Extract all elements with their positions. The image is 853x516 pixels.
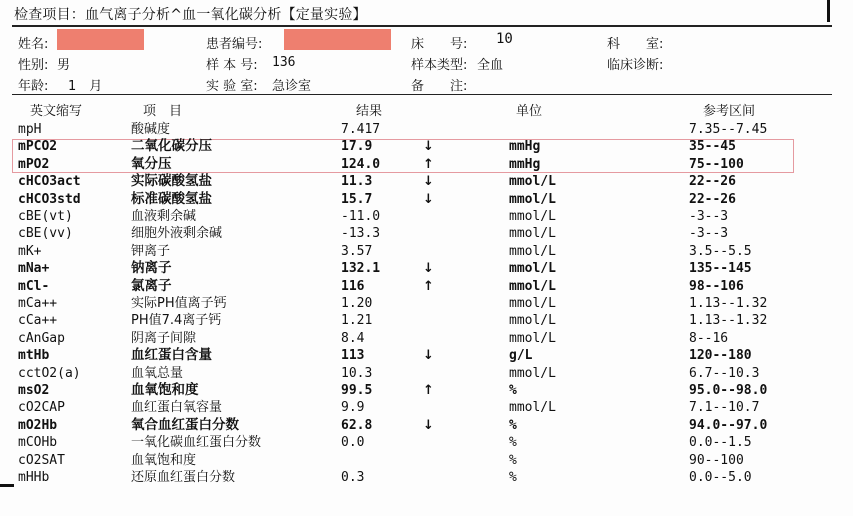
cell-name: 阴离子间隙 bbox=[131, 330, 197, 346]
table-row bbox=[0, 347, 853, 364]
dept-label: 科 室: bbox=[607, 37, 664, 52]
cell-ref: 35--45 bbox=[689, 139, 736, 155]
cell-result: 1.20 bbox=[341, 296, 373, 311]
cell-abbr: mPCO2 bbox=[18, 139, 58, 155]
cell-abbr: cHCO3act bbox=[18, 174, 81, 190]
sample-no-value: 136 bbox=[272, 55, 296, 70]
cell-name: 氧合血红蛋白分数 bbox=[131, 416, 239, 433]
cell-result: 7.417 bbox=[341, 122, 381, 137]
table-row bbox=[0, 191, 853, 208]
cell-unit: mmol/L bbox=[509, 191, 556, 207]
cell-name: 血液剩余碱 bbox=[131, 209, 197, 224]
cell-unit: % bbox=[509, 383, 517, 398]
cell-result: 0.3 bbox=[341, 470, 365, 485]
cell-result: 8.4 bbox=[341, 330, 365, 346]
diagnosis-label: 临床诊断: bbox=[607, 58, 664, 73]
header-abbr: 英文缩写 bbox=[30, 104, 83, 119]
cell-name: PH值7.4离子钙 bbox=[131, 313, 222, 329]
table-row bbox=[0, 399, 853, 416]
cell-result: 3.57 bbox=[341, 243, 373, 259]
cell-unit: mmol/L bbox=[509, 209, 556, 224]
cell-abbr: mCOHb bbox=[18, 435, 58, 451]
cell-ref: 3.5--5.5 bbox=[689, 243, 752, 259]
cell-ref: 7.35--7.45 bbox=[689, 122, 768, 137]
cell-name: 还原血红蛋白分数 bbox=[131, 470, 236, 485]
cell-abbr: cctO2(a) bbox=[18, 365, 81, 381]
cell-flag: ↓ bbox=[423, 417, 434, 433]
cell-unit: mmol/L bbox=[509, 261, 556, 277]
cell-result: 116 bbox=[341, 278, 365, 294]
table-row bbox=[0, 382, 853, 399]
cell-unit: % bbox=[509, 452, 517, 468]
cell-unit: % bbox=[509, 417, 517, 433]
cell-flag: ↑ bbox=[423, 156, 434, 172]
cell-name: 实际碳酸氢盐 bbox=[131, 173, 212, 190]
name-label: 姓名: bbox=[18, 37, 49, 52]
sample-no-label: 样 本 号: bbox=[206, 58, 258, 73]
table-row bbox=[0, 121, 853, 138]
table-row bbox=[0, 173, 853, 190]
title-bracket bbox=[827, 0, 835, 22]
cell-name: 氧分压 bbox=[131, 155, 172, 172]
cell-name: 钾离子 bbox=[131, 243, 171, 259]
table-row bbox=[0, 278, 853, 295]
cell-name: 细胞外液剩余碱 bbox=[131, 226, 223, 242]
cell-result: 0.0 bbox=[341, 435, 365, 451]
cell-unit: mmHg bbox=[509, 156, 541, 172]
lab-value: 急诊室 bbox=[272, 79, 312, 94]
cell-result: 11.3 bbox=[341, 174, 373, 190]
cell-result: 17.9 bbox=[341, 139, 373, 155]
cell-unit: mmol/L bbox=[509, 330, 556, 346]
cell-unit: mmol/L bbox=[509, 296, 556, 311]
cell-result: 132.1 bbox=[341, 261, 381, 277]
cell-abbr: mNa+ bbox=[18, 261, 50, 277]
cell-unit: % bbox=[509, 435, 517, 451]
cell-ref: 7.1--10.7 bbox=[689, 400, 760, 416]
cell-abbr: cCa++ bbox=[18, 313, 58, 329]
cell-name: 血红蛋白含量 bbox=[131, 347, 212, 364]
cell-result: 113 bbox=[341, 348, 365, 364]
cell-ref: 8--16 bbox=[689, 330, 729, 346]
cell-flag: ↓ bbox=[423, 174, 434, 190]
cell-ref: 22--26 bbox=[689, 191, 736, 207]
cell-result: 62.8 bbox=[341, 417, 373, 433]
table-row bbox=[0, 156, 853, 173]
cell-ref: 94.0--97.0 bbox=[689, 417, 768, 433]
cell-result: 9.9 bbox=[341, 400, 365, 416]
cell-result: 99.5 bbox=[341, 383, 373, 398]
remark-label: 备 注: bbox=[411, 79, 468, 94]
cell-unit: mmol/L bbox=[509, 278, 556, 294]
cell-ref: 120--180 bbox=[689, 348, 752, 364]
cell-flag: ↓ bbox=[423, 191, 434, 207]
cell-ref: 135--145 bbox=[689, 261, 752, 277]
cell-abbr: cO2CAP bbox=[18, 400, 65, 416]
table-row bbox=[0, 452, 853, 469]
cell-flag: ↑ bbox=[423, 383, 434, 398]
header-unit: 单位 bbox=[516, 104, 543, 119]
gender-label: 性别: bbox=[18, 58, 49, 73]
cell-unit: mmol/L bbox=[509, 365, 556, 381]
cell-abbr: mPO2 bbox=[18, 156, 50, 172]
cell-ref: 1.13--1.32 bbox=[689, 313, 768, 329]
table-row bbox=[0, 434, 853, 451]
cell-abbr: cBE(vv) bbox=[18, 226, 73, 242]
age-value: 1 月 bbox=[68, 79, 103, 94]
cell-result: 10.3 bbox=[341, 365, 373, 381]
cell-ref: 75--100 bbox=[689, 156, 744, 172]
patient-id-redaction bbox=[284, 29, 391, 50]
patient-id-label: 患者编号: bbox=[206, 37, 263, 52]
cell-flag: ↓ bbox=[423, 348, 434, 364]
table-row bbox=[0, 312, 853, 329]
cell-abbr: mCl- bbox=[18, 278, 50, 294]
cell-abbr: mO2Hb bbox=[18, 417, 58, 433]
cell-name: 酸碱度 bbox=[131, 122, 171, 137]
cell-ref: 95.0--98.0 bbox=[689, 383, 768, 398]
table-row bbox=[0, 295, 853, 312]
cell-result: 1.21 bbox=[341, 313, 373, 329]
cell-unit: mmol/L bbox=[509, 313, 556, 329]
table-row bbox=[0, 243, 853, 260]
table-row bbox=[0, 208, 853, 225]
table-row bbox=[0, 417, 853, 434]
cell-result: -11.0 bbox=[341, 209, 381, 224]
header-name: 项 目 bbox=[143, 104, 183, 119]
cell-result: 15.7 bbox=[341, 191, 373, 207]
cell-result: 124.0 bbox=[341, 156, 381, 172]
table-row bbox=[0, 138, 853, 155]
cell-ref: 98--106 bbox=[689, 278, 744, 294]
cell-abbr: msO2 bbox=[18, 383, 50, 398]
gender-value: 男 bbox=[57, 58, 71, 73]
cell-name: 一氧化碳血红蛋白分数 bbox=[131, 435, 262, 451]
cell-ref: 0.0--5.0 bbox=[689, 470, 752, 485]
header-rule bbox=[12, 94, 832, 95]
cell-name: 二氧化碳分压 bbox=[131, 138, 212, 155]
report-title: 检查项目：血气离子分析^血一氧化碳分析【定量实验】 bbox=[14, 7, 367, 23]
cell-ref: 90--100 bbox=[689, 452, 744, 468]
sample-type-value: 全血 bbox=[477, 58, 504, 73]
cell-ref: 22--26 bbox=[689, 174, 736, 190]
cell-abbr: cBE(vt) bbox=[18, 209, 73, 224]
header-result: 结果 bbox=[356, 104, 383, 119]
cell-name: 血氧饱和度 bbox=[131, 452, 197, 468]
corner-mark bbox=[0, 484, 14, 487]
cell-abbr: mHHb bbox=[18, 470, 50, 485]
cell-unit: mmol/L bbox=[509, 174, 556, 190]
cell-name: 钠离子 bbox=[131, 260, 172, 277]
table-row bbox=[0, 330, 853, 347]
table-row bbox=[0, 365, 853, 382]
name-redaction bbox=[57, 29, 144, 50]
cell-unit: g/L bbox=[509, 348, 533, 364]
cell-name: 标准碳酸氢盐 bbox=[131, 190, 212, 207]
table-row bbox=[0, 469, 853, 486]
cell-result: -13.3 bbox=[341, 226, 381, 242]
cell-abbr: mtHb bbox=[18, 348, 50, 364]
cell-name: 血氧总量 bbox=[131, 365, 184, 381]
cell-abbr: mK+ bbox=[18, 243, 42, 259]
cell-unit: mmHg bbox=[509, 139, 541, 155]
cell-name: 氯离子 bbox=[131, 277, 172, 294]
table-row bbox=[0, 260, 853, 277]
bed-value: 10 bbox=[496, 31, 513, 47]
cell-abbr: cHCO3std bbox=[18, 191, 81, 207]
cell-ref: 6.7--10.3 bbox=[689, 365, 760, 381]
cell-abbr: mpH bbox=[18, 122, 42, 137]
cell-unit: mmol/L bbox=[509, 243, 556, 259]
cell-ref: 0.0--1.5 bbox=[689, 435, 752, 451]
cell-name: 血氧饱和度 bbox=[131, 382, 199, 398]
top-rule bbox=[12, 25, 832, 27]
cell-flag: ↓ bbox=[423, 139, 434, 155]
cell-name: 实际PH值离子钙 bbox=[131, 296, 227, 311]
cell-abbr: cAnGap bbox=[18, 330, 65, 346]
cell-abbr: mCa++ bbox=[18, 296, 58, 311]
cell-unit: % bbox=[509, 470, 517, 485]
cell-unit: mmol/L bbox=[509, 226, 556, 242]
cell-flag: ↑ bbox=[423, 278, 434, 294]
table-row bbox=[0, 225, 853, 242]
bed-label: 床 号: bbox=[411, 37, 468, 52]
cell-unit: mmol/L bbox=[509, 400, 556, 416]
cell-ref: -3--3 bbox=[689, 209, 729, 224]
cell-name: 血红蛋白氧容量 bbox=[131, 400, 223, 416]
age-label: 年龄: bbox=[18, 79, 49, 94]
cell-ref: -3--3 bbox=[689, 226, 729, 242]
sample-type-label: 样本类型: bbox=[411, 58, 468, 73]
header-ref: 参考区间 bbox=[703, 104, 756, 119]
lab-label: 实 验 室: bbox=[206, 79, 258, 94]
cell-abbr: cO2SAT bbox=[18, 452, 65, 468]
cell-ref: 1.13--1.32 bbox=[689, 296, 768, 311]
cell-flag: ↓ bbox=[423, 261, 434, 277]
